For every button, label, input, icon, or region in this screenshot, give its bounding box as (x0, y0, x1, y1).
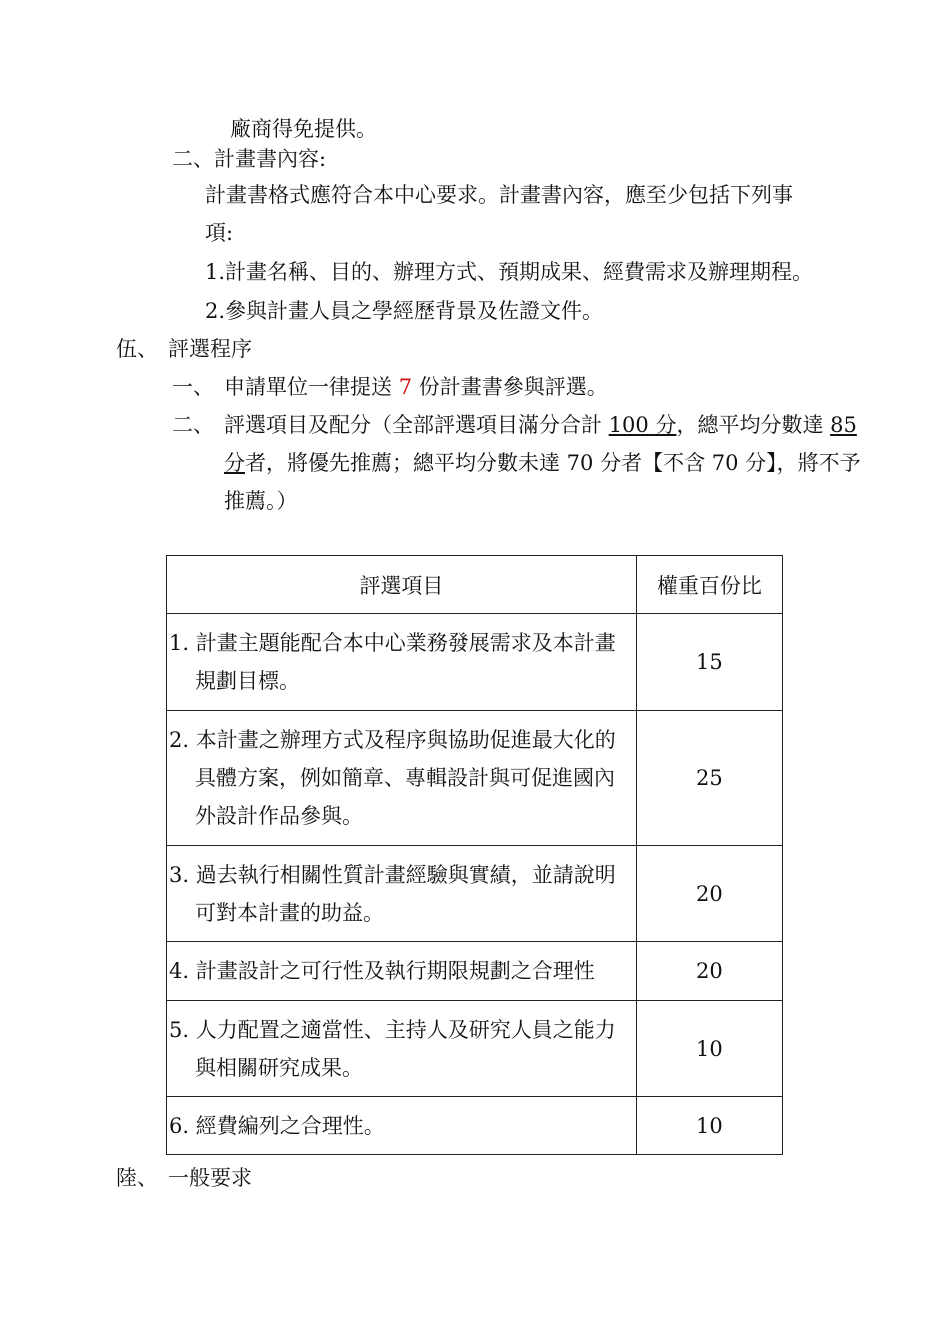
section-title-selection-procedure: 評選程序 (168, 337, 252, 361)
section-title-general-requirements: 一般要求 (168, 1166, 252, 1190)
paragraph-2-line-3: 推薦。） (224, 489, 298, 513)
table-row (167, 1001, 783, 1097)
section-number-5: 伍、 (116, 337, 158, 361)
weight-value: 20 (636, 942, 782, 1001)
copies-count: 7 (398, 375, 413, 399)
paragraph-2-line-1: 評選項目及配分（全部評選項目滿分合計 100 分，總平均分數達 85 (224, 413, 857, 437)
weight-value: 10 (636, 1001, 782, 1097)
table-row (167, 711, 783, 846)
section-number-6: 陸、 (116, 1166, 158, 1190)
threshold-score: 85 (830, 413, 857, 437)
evaluation-item: 3. 過去執行相關性質計畫經驗與實績，並請說明可對本計畫的助益。 (169, 862, 616, 925)
text-line-3: 計畫書格式應符合本中心要求。計畫書內容，應至少包括下列事 (205, 183, 793, 207)
evaluation-item: 6. 經費編列之合理性。 (169, 1113, 385, 1138)
table-header-row (167, 556, 783, 614)
paragraph-1-number: 一、 (172, 375, 214, 399)
header-evaluation-item: 評選項目 (167, 556, 637, 614)
weight-value: 15 (636, 614, 782, 711)
weight-value: 20 (636, 846, 782, 942)
table-row (167, 846, 783, 942)
paragraph-2-number: 二、 (172, 413, 214, 437)
paragraph-1: 申請單位一律提送 7 份計畫書參與評選。 (224, 375, 608, 399)
table-row (167, 1097, 783, 1155)
weight-value: 25 (636, 711, 782, 846)
header-weight-percentage: 權重百份比 (636, 556, 782, 614)
evaluation-item: 2. 本計畫之辦理方式及程序與協助促進最大化的具體方案，例如簡章、專輯設計與可促進國內外設計作品參與。 (169, 728, 616, 828)
evaluation-item: 5. 人力配置之適當性、主持人及研究人員之能力與相關研究成果。 (169, 1017, 616, 1080)
evaluation-table (166, 555, 783, 1155)
table-row (167, 942, 783, 1001)
weight-value: 10 (636, 1097, 782, 1155)
table-row (167, 614, 783, 711)
subsection-title-plan-content: 二、計畫書內容: (172, 147, 327, 171)
text-line-4: 項: (205, 221, 234, 245)
list-item-2: 2.參與計畫人員之學經歷背景及佐證文件。 (205, 299, 604, 323)
evaluation-item: 4. 計畫設計之可行性及執行期限規劃之合理性 (169, 959, 595, 983)
evaluation-item: 1. 計畫主題能配合本中心業務發展需求及本計畫規劃目標。 (169, 631, 616, 693)
full-score: 100 分 (608, 413, 677, 437)
paragraph-2-line-2: 分者，將優先推薦；總平均分數未達 70 分者【不含 70 分】，將不予 (224, 451, 861, 475)
text-line-1: 廠商得免提供。 (230, 117, 377, 141)
list-item-1: 1.計畫名稱、目的、辦理方式、預期成果、經費需求及辦理期程。 (205, 260, 814, 284)
